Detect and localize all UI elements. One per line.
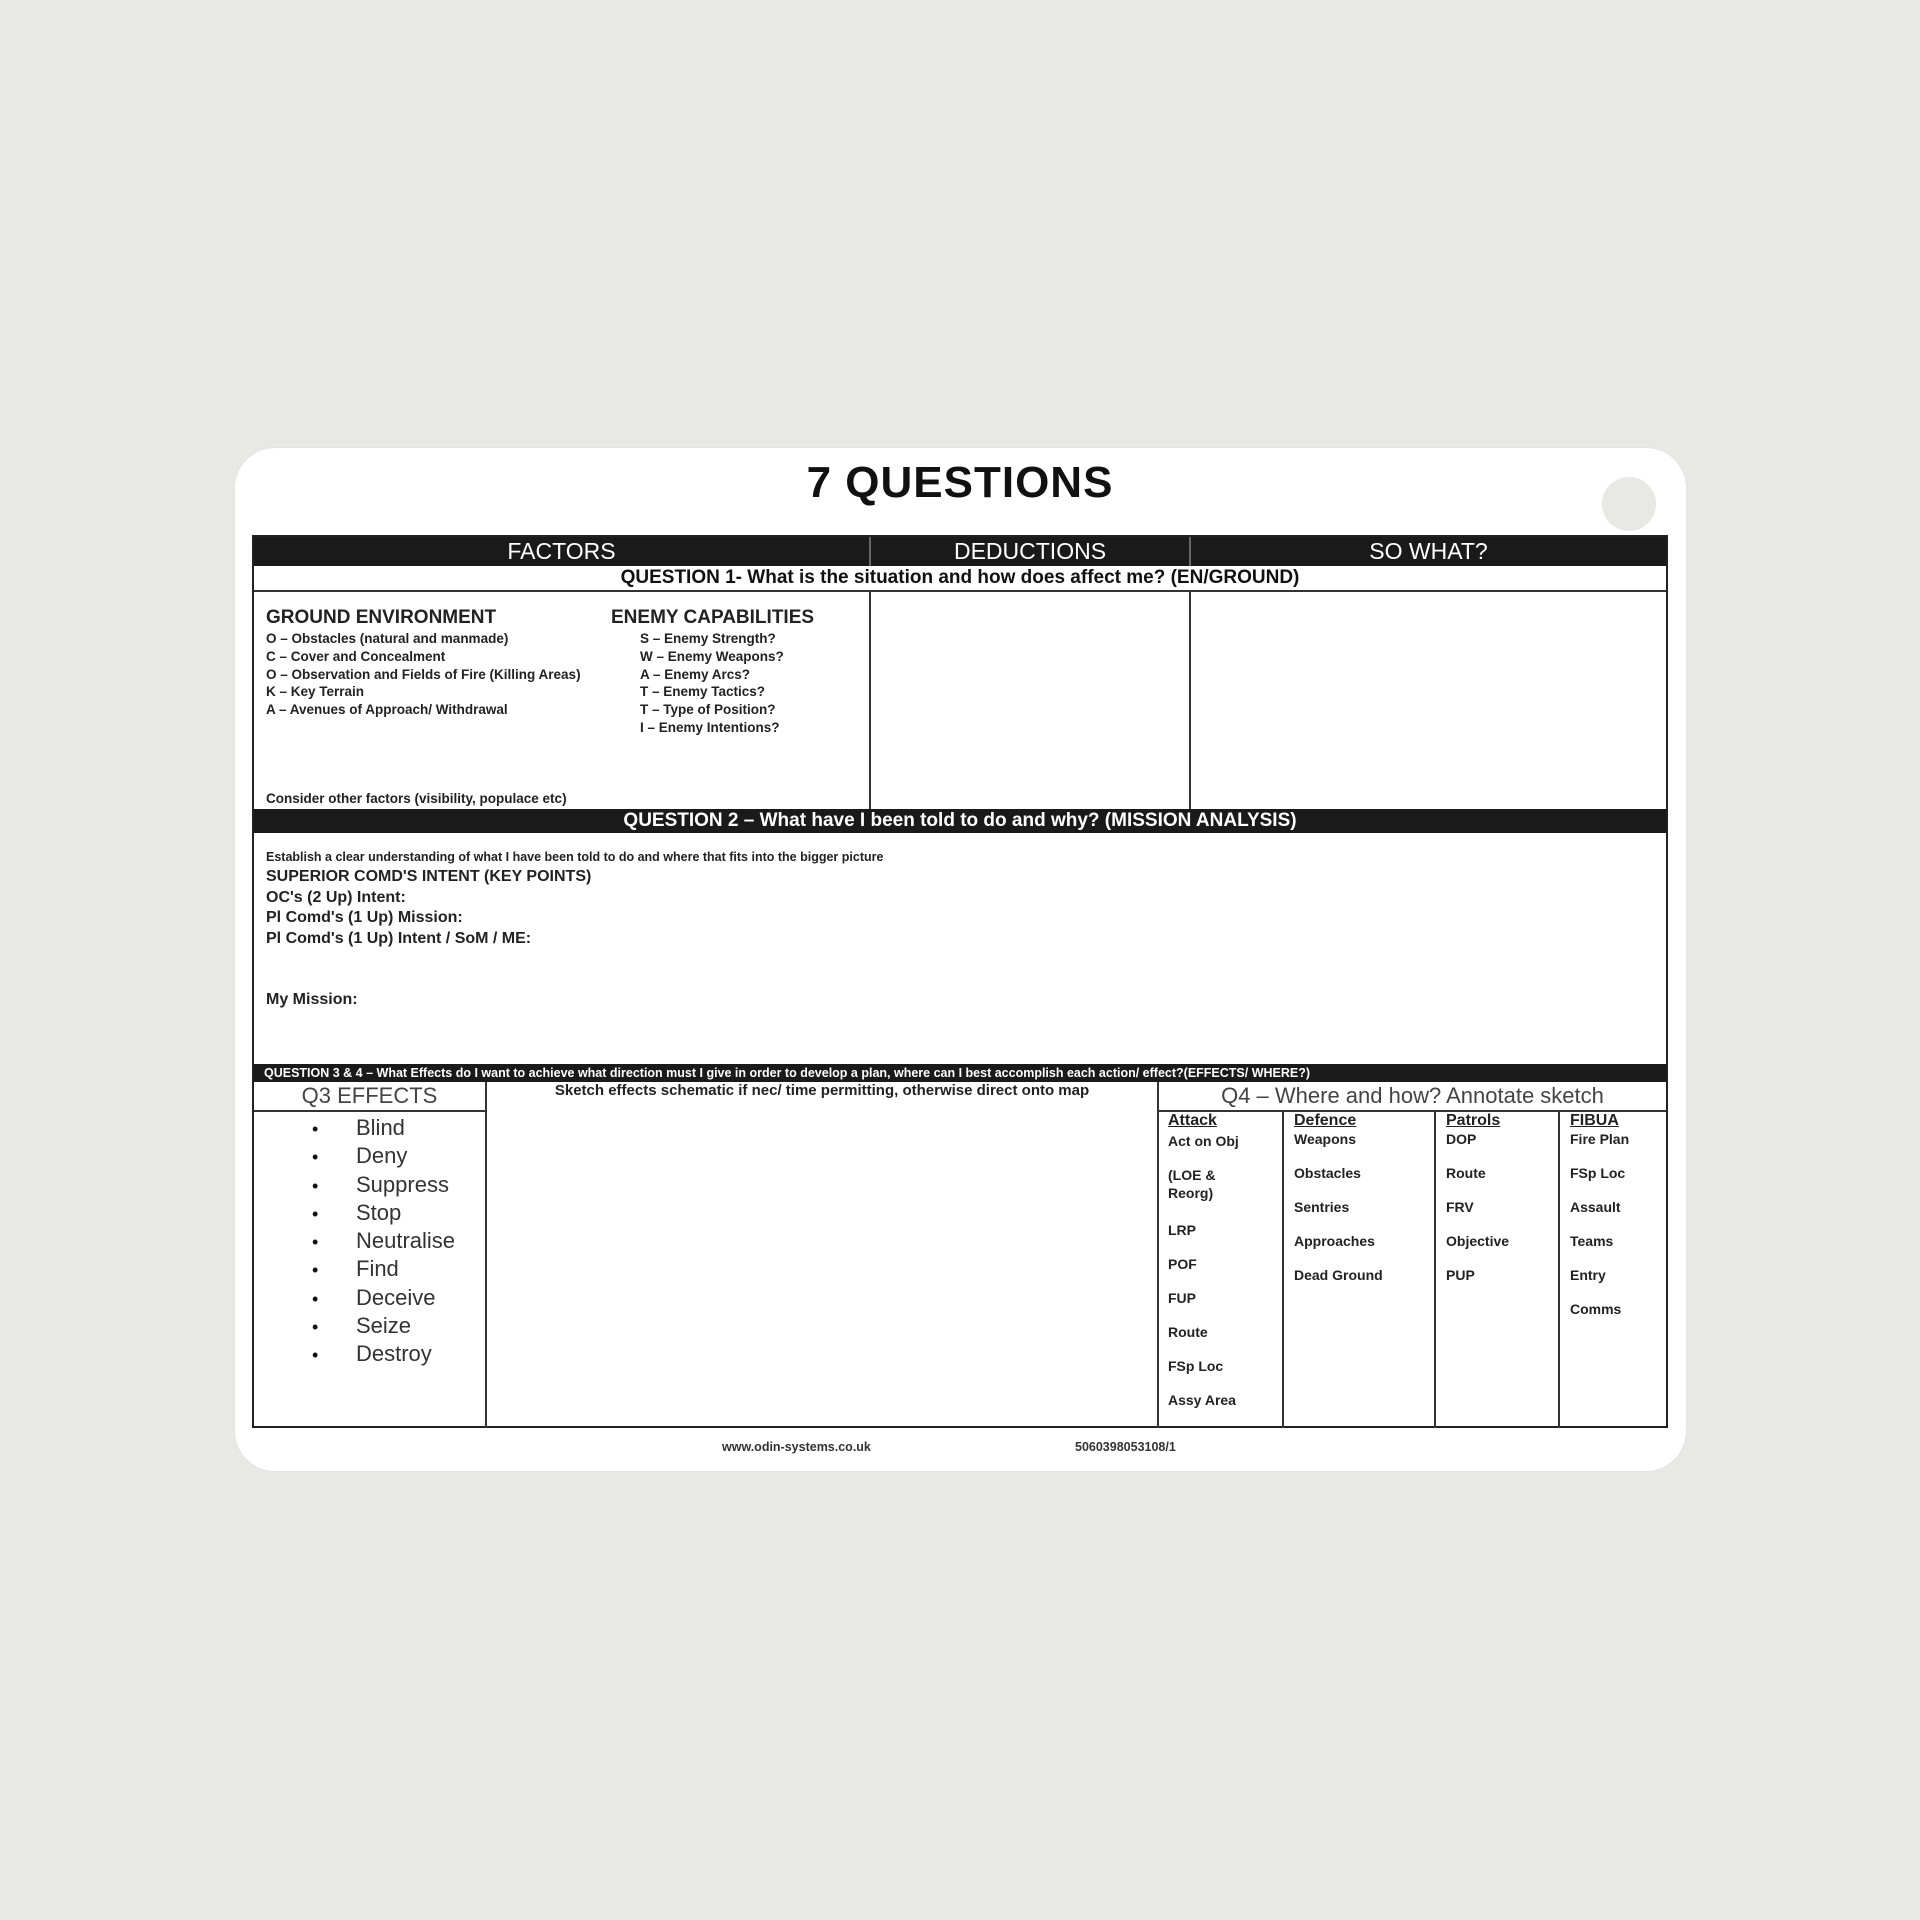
patrols-item: Route [1446,1165,1486,1181]
effect-item [312,1199,455,1227]
bullet: • [312,1260,319,1281]
patrols-heading: Patrols [1446,1112,1501,1129]
ground-list [266,630,581,719]
mission-line: SUPERIOR COMD'S INTENT (KEY POINTS) [266,868,592,885]
patrols-item: DOP [1446,1131,1477,1147]
q3-effects-header: Q3 EFFECTS [301,1083,438,1108]
effect-item [312,1312,455,1340]
attack-item: (LOE & [1168,1167,1216,1183]
enemy-item: T – Enemy Tactics? [640,684,766,700]
header-so-what: SO WHAT? [1369,538,1488,564]
attack-item: LRP [1168,1222,1196,1238]
enemy-item: W – Enemy Weapons? [640,648,784,664]
mission-line: Pl Comd's (1 Up) Intent / SoM / ME: [266,929,532,947]
effect-item [312,1227,455,1255]
defence-item: Weapons [1294,1131,1356,1147]
patrols-item: FRV [1446,1199,1474,1215]
consider-note: Consider other factors (visibility, populace etc) [266,791,567,806]
header-divider [1189,537,1191,566]
bullet: • [312,1232,319,1253]
column-divider [1282,1110,1284,1428]
defence-heading: Defence [1294,1112,1357,1129]
attack-item: Assy Area [1168,1392,1236,1408]
enemy-item: I – Enemy Intentions? [640,719,780,735]
attack-heading: Attack [1168,1112,1217,1129]
column-divider [869,590,871,809]
mission-line: Establish a clear understanding of what I have been told to do and where that fits into the bigger picture [266,850,884,864]
attack-column [1168,1112,1239,1408]
fibua-item: FSp Loc [1570,1165,1626,1181]
effect-label: Destroy [356,1341,432,1367]
bullet: • [312,1317,319,1338]
column-divider [1189,590,1191,809]
column-divider [485,1082,487,1428]
q4-where-header: Q4 – Where and how? Annotate sketch [1221,1083,1604,1108]
effect-label: Deny [356,1143,408,1169]
defence-item: Approaches [1294,1233,1375,1249]
bullet: • [312,1288,319,1309]
fibua-item: Teams [1570,1233,1614,1249]
defence-item: Dead Ground [1294,1267,1383,1283]
questions-form [252,535,1668,1428]
bullet: • [312,1147,319,1168]
header-factors: FACTORS [507,538,616,564]
fibua-heading: FIBUA [1570,1112,1619,1129]
defence-item: Obstacles [1294,1165,1361,1181]
enemy-item: A – Enemy Arcs? [640,666,751,682]
fibua-item: Assault [1570,1199,1621,1215]
bullet: • [312,1175,319,1196]
divider [254,590,1666,592]
column-divider [1434,1110,1436,1428]
effect-item [312,1340,455,1368]
effect-item [312,1142,455,1170]
effects-list [312,1114,455,1369]
bullet: • [312,1345,319,1366]
patrols-item: Objective [1446,1233,1510,1249]
effect-item [312,1171,455,1199]
ground-item: K – Key Terrain [266,684,365,700]
effect-label: Blind [356,1115,405,1140]
my-mission-label: My Mission: [266,991,358,1008]
sketch-header: Sketch effects schematic if nec/ time permitting, otherwise direct onto map [554,1082,1090,1099]
mission-line: Pl Comd's (1 Up) Mission: [266,909,463,926]
column-divider [1558,1110,1560,1428]
effect-label: Deceive [356,1284,436,1310]
fibua-item: Comms [1570,1301,1622,1317]
fibua-column [1570,1112,1630,1317]
attack-item: Reorg) [1168,1185,1214,1201]
ground-item: O – Obstacles (natural and manmade) [266,631,509,646]
effect-label: Neutralise [356,1228,456,1254]
ground-item: A – Avenues of Approach/ Withdrawal [266,702,508,718]
ground-environment-heading: GROUND ENVIRONMENT [266,607,497,628]
attack-item: Act on Obj [1168,1133,1239,1149]
effect-label: Suppress [356,1171,449,1197]
effect-label: Find [356,1256,399,1282]
question-3-4-title: QUESTION 3 & 4 – What Effects do I want to achieve what direction must I give in order to develop a plan, where can I best accomplish each action/ effect?(EFFECTS/ WHERE?) [254,1064,1666,1082]
fibua-item: Fire Plan [1570,1131,1630,1147]
ground-item: O – Observation and Fields of Fire (Killing Areas) [266,666,581,682]
mission-line: OC's (2 Up) Intent: [266,888,406,906]
footer-code: 5060398053108/1 [1075,1440,1176,1454]
enemy-list [640,630,784,737]
header-divider [869,537,871,566]
footer-website: www.odin-systems.co.uk [722,1440,871,1454]
attack-item: FSp Loc [1168,1358,1224,1374]
defence-column [1294,1112,1383,1283]
bullet: • [312,1119,319,1139]
card-title: 7 QUESTIONS [806,458,1114,507]
patrols-column [1446,1112,1510,1283]
column-divider [1157,1082,1159,1428]
defence-item: Sentries [1294,1199,1350,1215]
ground-item: C – Cover and Concealment [266,648,446,664]
question-1-title: QUESTION 1- What is the situation and how does affect me? (EN/GROUND) [620,567,1300,588]
bullet: • [312,1203,319,1224]
attack-item: Route [1168,1324,1208,1340]
enemy-item: T – Type of Position? [640,702,776,718]
effect-label: Stop [356,1199,402,1225]
divider [254,1110,487,1112]
patrols-item: PUP [1446,1267,1475,1283]
mission-analysis [266,849,883,949]
enemy-capabilities-heading: ENEMY CAPABILITIES [611,607,815,628]
effect-label: Seize [356,1313,412,1339]
fibua-item: Entry [1570,1267,1606,1283]
attack-item: FUP [1168,1290,1196,1306]
enemy-item: S – Enemy Strength? [640,631,776,646]
effect-item [312,1255,455,1283]
attack-item: POF [1168,1256,1197,1272]
effect-item [312,1114,455,1142]
header-deductions: DEDUCTIONS [953,538,1107,564]
effect-item [312,1284,455,1312]
question-2-title: QUESTION 2 – What have I been told to do and why? (MISSION ANALYSIS) [254,809,1666,833]
